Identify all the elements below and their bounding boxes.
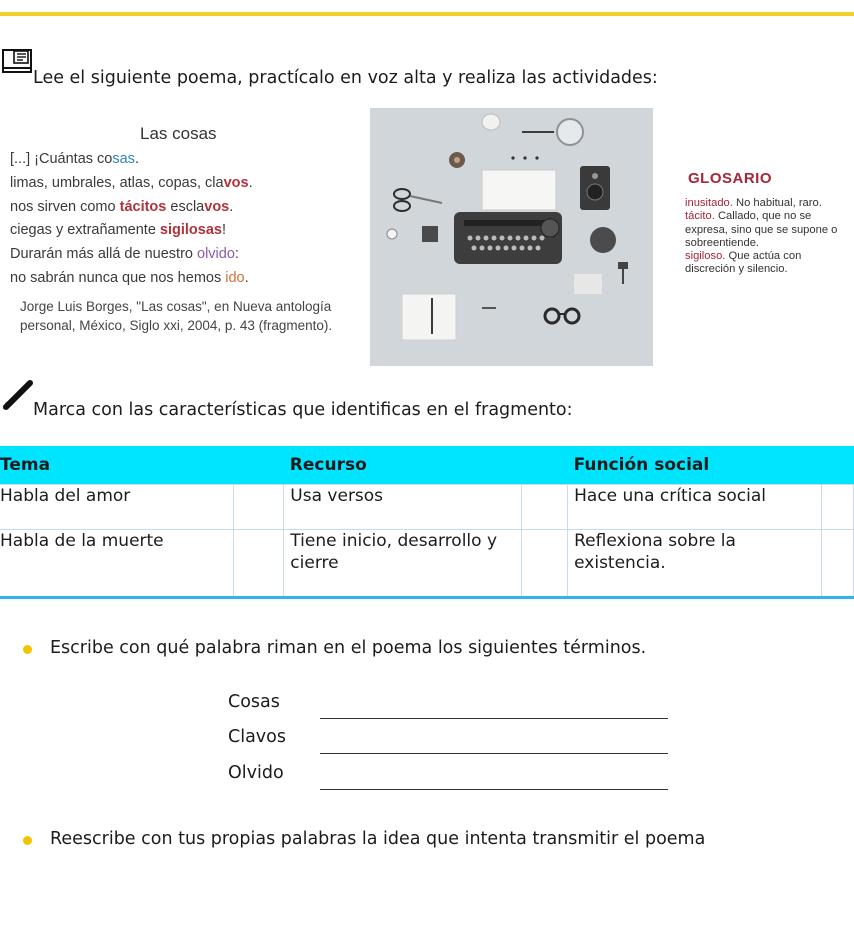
poem-line: no sabrán nunca que nos hemos ido. — [10, 269, 249, 286]
glossary-title: GLOSARIO — [688, 170, 773, 187]
glossary — [685, 197, 850, 277]
poem-line: Durarán más allá de nuestro olvido: — [10, 246, 239, 263]
header-tema: Tema — [0, 446, 284, 485]
table-cell: Usa versos — [284, 485, 522, 530]
glossary-entry: tácito. Callado, que no se expresa, sino que se supone o sobreentiende. — [685, 210, 838, 249]
answer-line-olvido[interactable] — [320, 789, 668, 790]
poem-text — [10, 148, 253, 291]
bullet-icon — [23, 645, 32, 654]
table-row — [0, 485, 854, 530]
answer-line-cosas[interactable] — [320, 718, 668, 719]
table-cell: Habla de la muerte — [0, 530, 234, 598]
checkbox-cell[interactable] — [234, 485, 284, 530]
rewrite-task: Reescribe con tus propias palabras la idea que intenta transmitir el poema — [50, 829, 706, 849]
table-cell: Hace una crítica social — [568, 485, 822, 530]
top-divider — [0, 12, 854, 16]
table-row — [0, 530, 854, 598]
objects-photo — [370, 108, 653, 366]
characteristics-table — [0, 446, 854, 599]
book-icon — [2, 48, 32, 74]
rhyme-word-olvido: Olvido — [228, 763, 284, 783]
glossary-entry: sigiloso. Que actúa con discreción y silencio. — [685, 250, 802, 276]
table-header-row — [0, 446, 854, 485]
rhyme-word-clavos: Clavos — [228, 727, 286, 747]
checkbox-cell[interactable] — [821, 485, 853, 530]
checkbox-cell[interactable] — [522, 485, 568, 530]
header-recurso: Recurso — [284, 446, 568, 485]
poem-credit: Jorge Luis Borges, "Las cosas", en Nueva antología personal, México, Siglo xxi, 2004, p. 43 (fragmento). — [20, 299, 333, 333]
glossary-entry: inusitado. No habitual, raro. — [685, 197, 822, 209]
table-cell: Reflexiona sobre la existencia. — [568, 530, 822, 598]
poem-line: limas, umbrales, atlas, copas, clavos. — [10, 174, 253, 191]
reading-instruction: Lee el siguiente poema, practícalo en voz alta y realiza las actividades: — [33, 68, 658, 88]
answer-line-clavos[interactable] — [320, 753, 668, 754]
poem-line: [...] ¡Cuántas cosas. — [10, 151, 139, 167]
checkbox-cell[interactable] — [821, 530, 853, 598]
bullet-icon — [23, 836, 32, 845]
rhyme-word-cosas: Cosas — [228, 692, 280, 712]
poem-title: Las cosas — [140, 124, 217, 143]
pencil-icon — [2, 380, 34, 410]
mark-instruction: Marca con las características que identificas en el fragmento: — [33, 400, 573, 420]
poem-line: ciegas y extrañamente sigilosas! — [10, 222, 227, 239]
checkbox-cell[interactable] — [522, 530, 568, 598]
table-cell: Tiene inicio, desarrollo y cierre — [284, 530, 522, 598]
header-funcion-social: Función social — [568, 446, 854, 485]
rhyme-task: Escribe con qué palabra riman en el poema los siguientes términos. — [50, 638, 647, 658]
checkbox-cell[interactable] — [234, 530, 284, 598]
table-cell: Habla del amor — [0, 485, 234, 530]
poem-line: nos sirven como tácitos esclavos. — [10, 198, 234, 215]
